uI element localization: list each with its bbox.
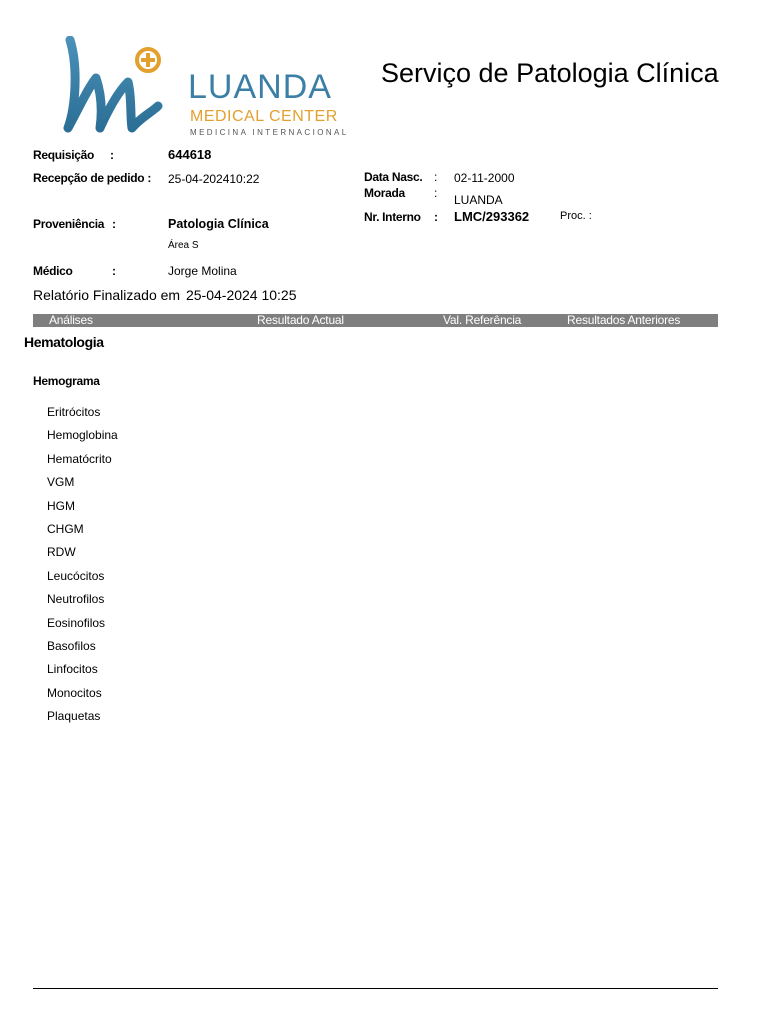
col-val-referencia: Val. Referência bbox=[443, 313, 522, 327]
proc-label: Proc. : bbox=[560, 210, 592, 222]
rececao-value: 25-04-202410:22 bbox=[168, 172, 260, 186]
results-table-header bbox=[33, 314, 718, 327]
report-finalized bbox=[33, 287, 297, 303]
list-item: RDW bbox=[47, 545, 76, 560]
proveniencia-label: Proveniência bbox=[33, 217, 105, 231]
list-item: Eosinofilos bbox=[47, 615, 106, 630]
proveniencia-value: Patologia Clínica bbox=[168, 217, 269, 231]
col-resultados-anteriores: Resultados Anteriores bbox=[567, 313, 681, 327]
brand-tagline: MEDICINA INTERNACIONAL bbox=[190, 128, 349, 137]
footer-divider bbox=[33, 988, 718, 989]
medico-value: Jorge Molina bbox=[168, 264, 237, 278]
morada-colon: : bbox=[434, 186, 438, 200]
list-item: Leucócitos bbox=[47, 568, 105, 583]
medico-label: Médico bbox=[33, 264, 73, 278]
subsection-title: Hemograma bbox=[33, 374, 100, 388]
requisicao-label: Requisição bbox=[33, 148, 95, 162]
requisicao-value: 644618 bbox=[168, 147, 212, 162]
nr-interno-label: Nr. Interno bbox=[364, 210, 421, 224]
morada-label: Morada bbox=[364, 186, 405, 200]
list-item: Basofilos bbox=[47, 638, 96, 653]
col-resultado-actual: Resultado Actual bbox=[257, 313, 344, 327]
col-analises: Análises bbox=[49, 313, 93, 327]
requisicao-colon: : bbox=[110, 148, 114, 162]
nr-interno-value: LMC/293362 bbox=[454, 209, 530, 224]
nr-interno-colon: : bbox=[434, 210, 438, 224]
list-item: Monocitos bbox=[47, 685, 102, 700]
proveniencia-colon: : bbox=[112, 217, 116, 231]
report-label: Relatório Finalizado em bbox=[33, 287, 181, 303]
page-title: Serviço de Patologia Clínica bbox=[381, 58, 719, 88]
data-nasc-value: 02-11-2000 bbox=[454, 171, 515, 185]
list-item: Linfocitos bbox=[47, 662, 98, 677]
brand-name: LUANDA bbox=[188, 68, 332, 106]
data-nasc-label: Data Nasc. bbox=[364, 170, 423, 184]
section-title: Hematologia bbox=[24, 334, 104, 350]
list-item: VGM bbox=[47, 475, 75, 490]
list-item: Plaquetas bbox=[47, 709, 101, 724]
report-date: 25-04-2024 10:25 bbox=[185, 287, 297, 303]
medico-colon: : bbox=[112, 264, 116, 278]
brand-subtitle: MEDICAL CENTER bbox=[190, 108, 338, 125]
rececao-label: Recepção de pedido : bbox=[33, 171, 152, 185]
list-item: Neutrofilos bbox=[47, 592, 105, 607]
list-item: CHGM bbox=[47, 521, 84, 536]
morada-value: LUANDA bbox=[454, 193, 503, 207]
analyses-list bbox=[47, 404, 118, 731]
list-item: HGM bbox=[47, 498, 75, 513]
area-value: Área S bbox=[168, 240, 199, 251]
list-item: Hemoglobina bbox=[47, 428, 118, 443]
list-item: Hematócrito bbox=[47, 451, 112, 466]
list-item: Eritrócitos bbox=[47, 405, 101, 419]
data-nasc-colon: : bbox=[434, 170, 438, 184]
